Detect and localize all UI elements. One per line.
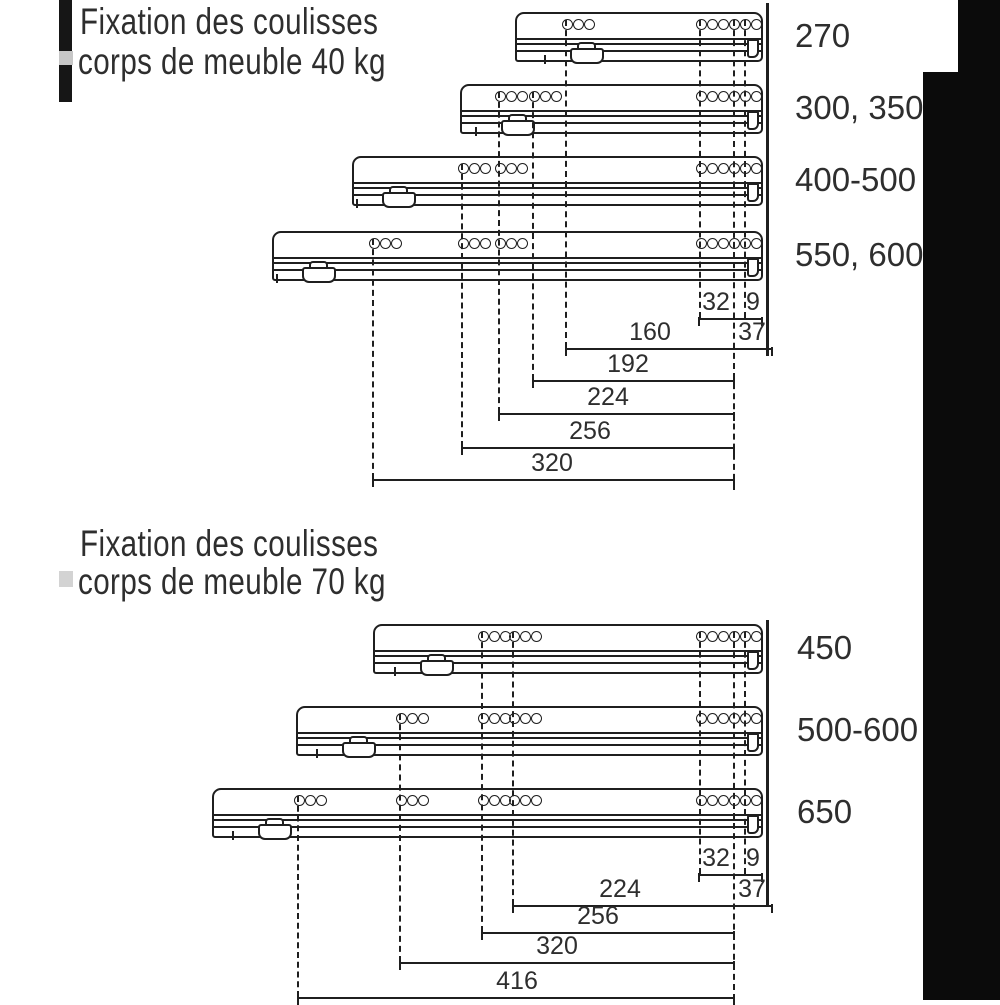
mount-tick [475,127,477,136]
screw-hole [380,238,391,249]
screw-hole [696,91,707,102]
screw-hole [718,163,729,174]
dimension-value: 9 [746,844,760,872]
screw-hole [584,19,595,30]
screw-hole [696,19,707,30]
screw-hole [506,91,517,102]
screw-hole [529,91,540,102]
reference-dashline [565,20,567,348]
dimension-tick [733,996,735,1005]
dimension-tick [733,961,735,970]
screw-hole [495,91,506,102]
screw-hole [495,238,506,249]
screw-hole [707,631,718,642]
screw-hole [418,713,429,724]
screw-hole [573,19,584,30]
reference-dashline [372,239,374,479]
slide-length-label: 400-500 [795,161,917,198]
dimension-value: 9 [746,288,760,316]
screw-hole [489,713,500,724]
screw-hole [751,713,762,724]
drawer-slide [272,231,763,281]
screw-hole [696,713,707,724]
dimension-tick [512,904,514,913]
screw-hole [407,713,418,724]
screw-hole [509,795,520,806]
dimension-line [400,962,734,964]
screw-hole [751,795,762,806]
screw-hole [316,795,327,806]
rail-profile-line [274,269,761,271]
screw-hole [407,795,418,806]
screw-hole [489,795,500,806]
dimension-value: 37 [738,875,766,903]
drawer-slide [296,706,763,756]
release-latch [302,267,336,283]
screw-hole [707,713,718,724]
screw-hole [520,795,531,806]
screw-hole [531,713,542,724]
screw-hole [718,713,729,724]
screw-hole [707,163,718,174]
slide-length-label: 500-600 [797,711,919,748]
dimension-tick [733,446,735,455]
dimension-tick [297,996,299,1005]
release-latch [258,824,292,840]
screw-hole [531,795,542,806]
screw-hole [751,19,762,30]
screw-hole [696,795,707,806]
slide-length-label: 450 [797,629,853,666]
dimension-tick [461,446,463,455]
screw-hole [480,238,491,249]
screw-hole [391,238,402,249]
drawer-slide [212,788,763,838]
dimension-value: 192 [607,350,649,378]
slide-length-label: 270 [795,17,851,54]
dimension-tick [733,412,735,421]
dimension-tick [498,412,500,421]
screw-hole [396,713,407,724]
reference-dashline [699,20,701,318]
slide-length-label: 650 [797,793,853,830]
screw-hole [509,631,520,642]
screw-hole [506,238,517,249]
reference-dashline [744,20,746,318]
rear-hook [747,258,759,277]
dimension-value: 224 [599,875,641,903]
screw-hole [509,713,520,724]
screw-hole [707,238,718,249]
dimension-line [533,380,734,382]
mount-tick [544,55,546,64]
reference-dashline [733,632,735,1000]
drawer-slide [515,12,763,62]
screw-hole [469,238,480,249]
section-title-70kg-line1: Fixation des coulisses [80,523,379,564]
screw-hole [418,795,429,806]
reference-dashline [297,796,299,997]
screw-hole [718,631,729,642]
dimension-value: 37 [738,318,766,346]
dimension-value: 416 [496,967,538,995]
reference-dashline [481,632,483,932]
dimension-tick [372,478,374,487]
dimension-line [566,348,772,350]
dimension-value: 160 [629,318,671,346]
mount-tick [316,749,318,758]
section-title-40kg-line1: Fixation des coulisses [80,1,379,42]
screw-hole [458,238,469,249]
drawer-slide [373,624,763,674]
reference-dashline [699,632,701,874]
scan-edge-artifact-right-top [958,0,1000,72]
rear-hook [747,733,759,752]
drawer-slide [460,84,763,134]
drawer-slide [352,156,763,206]
screw-hole [489,631,500,642]
reference-dashline [498,92,500,413]
screw-hole [369,238,380,249]
dimension-value: 32 [702,844,730,872]
screw-hole [751,163,762,174]
list-bullet-artifact-bottom [59,571,73,587]
mount-tick [356,199,358,208]
list-bullet-artifact-top [59,51,73,65]
screw-hole [718,238,729,249]
screw-hole [751,238,762,249]
dimension-value: 224 [587,383,629,411]
reference-dashline [744,632,746,874]
dimension-tick [733,379,735,388]
section-title-70kg-line2: corps de meuble 70 kg [78,561,386,602]
release-latch [382,192,416,208]
dimension-value: 256 [569,417,611,445]
screw-hole [469,163,480,174]
screw-hole [707,91,718,102]
screw-hole [696,163,707,174]
rear-hook [747,183,759,202]
rear-hook [747,39,759,58]
reference-dashline [461,164,463,447]
dimension-tick [565,347,567,356]
dimension-tick [733,478,735,487]
rear-hook [747,111,759,130]
dimension-tick [771,904,773,913]
screw-hole [751,631,762,642]
screw-hole [495,163,506,174]
rail-profile-line [516,38,762,45]
slide-length-label: 550, 600 [795,236,924,273]
screw-hole [517,163,528,174]
mount-tick [276,274,278,283]
screw-hole [506,163,517,174]
screw-hole [718,19,729,30]
release-latch [501,120,535,136]
screw-hole [540,91,551,102]
dimension-line [462,447,734,449]
rear-hook [747,651,759,670]
screw-hole [517,238,528,249]
rail-profile-line [517,50,761,52]
screw-hole [396,795,407,806]
dimension-value: 320 [536,932,578,960]
release-latch [420,660,454,676]
screw-hole [696,631,707,642]
dimension-line [499,413,734,415]
screw-hole [517,91,528,102]
dimension-value: 256 [577,902,619,930]
mount-tick [394,667,396,676]
screw-hole [707,795,718,806]
dimension-tick [481,931,483,940]
rail-profile-line [213,814,762,821]
dimension-line [373,479,734,481]
screw-hole [520,631,531,642]
screw-hole [718,91,729,102]
release-latch [570,48,604,64]
release-latch [342,742,376,758]
dimension-tick [733,931,735,940]
dimension-tick [771,347,773,356]
dimension-tick [532,379,534,388]
mount-tick [232,831,234,840]
rail-profile-line [273,257,762,264]
screw-hole [294,795,305,806]
screw-hole [751,91,762,102]
rail-profile-line [461,110,762,117]
screw-hole [458,163,469,174]
reference-dashline [399,714,401,962]
section-title-40kg-line2: corps de meuble 40 kg [78,41,386,82]
screw-hole [696,238,707,249]
screw-hole [478,631,489,642]
screw-hole [478,795,489,806]
screw-hole [551,91,562,102]
slide-length-label: 300, 350 [795,89,924,126]
screw-hole [562,19,573,30]
screw-hole [707,19,718,30]
dimension-line [298,997,734,999]
screw-hole [531,631,542,642]
reference-dashline [512,632,514,905]
dimension-value: 32 [702,288,730,316]
screw-hole [480,163,491,174]
dimension-tick [399,961,401,970]
scan-edge-artifact-right [923,72,1000,1000]
dimension-value: 320 [531,449,573,477]
screw-hole [305,795,316,806]
screw-hole [478,713,489,724]
screw-hole [718,795,729,806]
reference-dashline [532,92,534,380]
rear-hook [747,815,759,834]
screw-hole [520,713,531,724]
